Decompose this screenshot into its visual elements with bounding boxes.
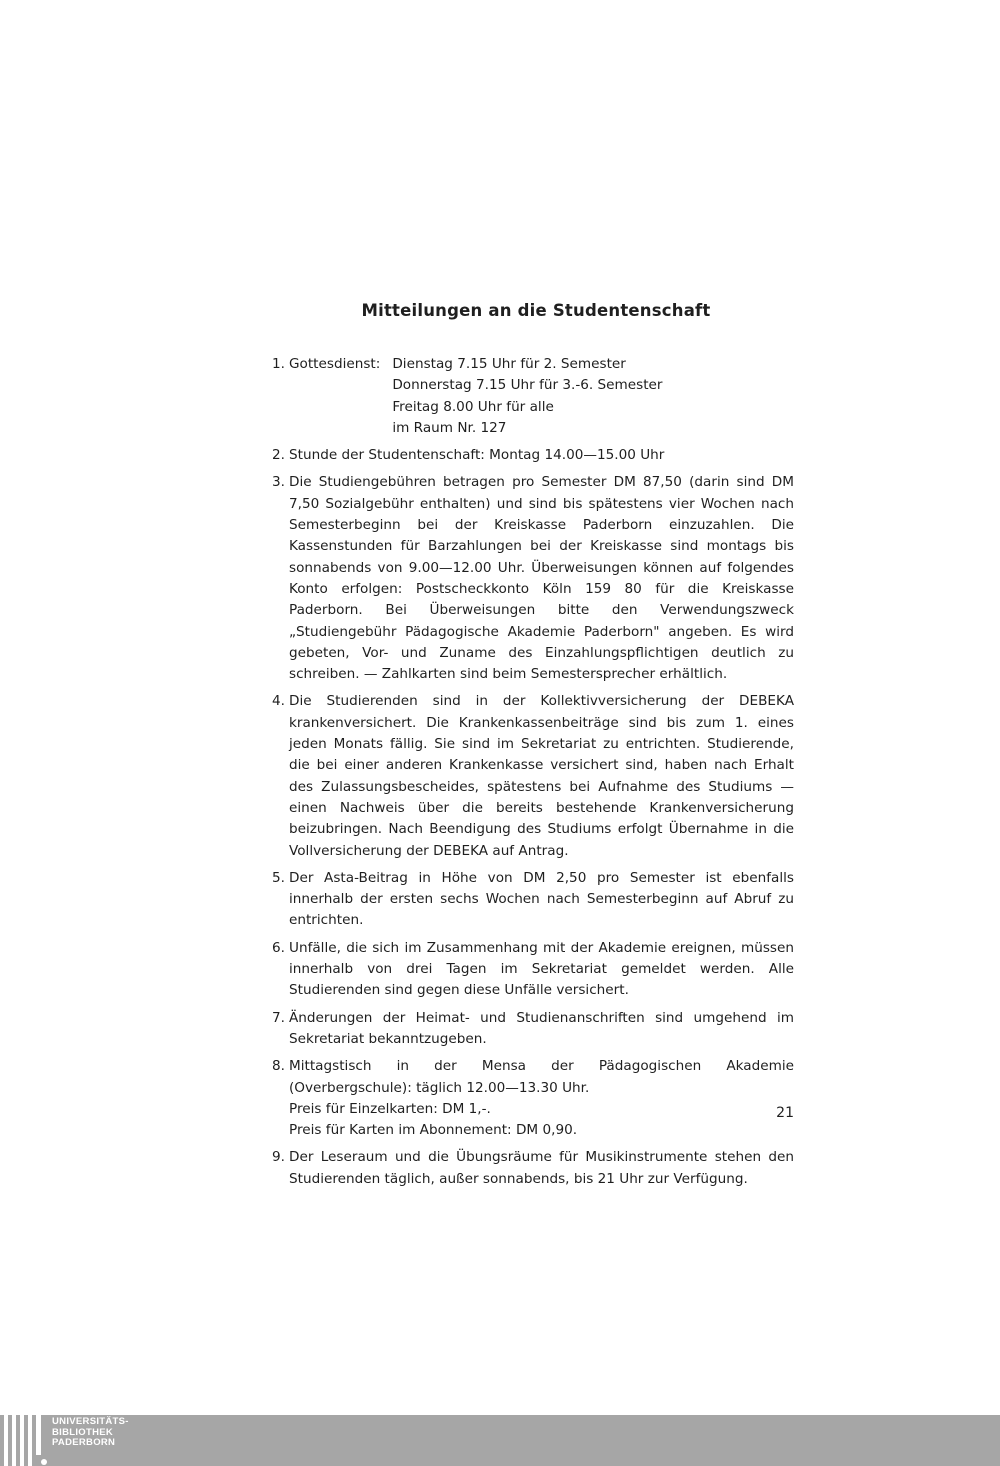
page-number: 21 [776,1105,794,1121]
item-text: Der Leseraum und die Übungsräume für Musikinstrumente stehen den Studierenden täglich, außer sonnabends, bis 21 Uhr zur Verfügung. [289,1149,794,1187]
list-item-2 [272,445,794,466]
list-item-7 [272,1008,794,1051]
item-number: 9. [272,1149,285,1166]
service-schedule [289,354,794,439]
list-item-8 [272,1056,794,1141]
item-number: 5. [272,869,285,886]
list-item-9 [272,1147,794,1190]
item-number: 6. [272,939,285,956]
service-line: Dienstag 7.15 Uhr für 2. Semester [392,356,626,372]
price-single: Preis für Einzelkarten: DM 1,-. [289,1100,491,1117]
item-number: 7. [272,1009,285,1026]
library-barcode-logo-icon [4,1415,46,1466]
library-line: PADERBORN [52,1437,116,1448]
library-name [52,1417,129,1449]
item-number: 8. [272,1058,285,1075]
page-title: Mitteilungen an die Studentenschaft [361,301,711,320]
item-number: 3. [272,474,285,491]
service-line: im Raum Nr. 127 [392,419,507,436]
item-text: Mittagstisch in der Mensa der Pädagogischen Akademie (Overbergschule): täglich 12.00—13.30 Uhr. [289,1058,794,1096]
library-line: UNIVERSITÄTS- [52,1416,129,1427]
list-item-6 [272,938,794,1002]
item-text: Unfälle, die sich im Zusammenhang mit der Akademie ereignen, müssen innerhalb von drei Tagen im Sekretariat gemeldet werden. Alle Studierenden sind gegen diese Unfälle versichert. [289,939,794,999]
list-item-5 [272,868,794,932]
item-number: 1. [272,356,285,372]
item-text: Die Studiengebühren betragen pro Semester DM 87,50 (darin sind DM 7,50 Sozialgebühr enthalten) und sind bis spätestens vier Wochen nach Semesterbeginn bei der Kreiskasse Paderborn einzuzahlen. Die Kassenstunden für Barzahlungen bei der Kreiskasse sind montags bis sonnabends von 9.00—12.00 Uhr. Überweisungen können auf folgendes Konto erfolgen: Postscheckkonto Köln 159 80 für die Kreiskasse Paderborn. Bei Überweisungen bitte den Verwendungszweck „Studiengebühr Pädagogische Akademie Paderborn" angeben. Es wird gebeten, Vor- und Zuname des Einzahlungspflichtigen deutlich zu schreiben. — Zahlkarten sind beim Semestersprecher erhältlich. [289,474,794,683]
item-number: 4. [272,693,285,710]
service-line: Donnerstag 7.15 Uhr für 3.-6. Semester [392,377,663,394]
item-text: Die Studierenden sind in der Kollektivversicherung der DEBEKA krankenversichert. Die Krankenkassenbeiträge sind bis zum 1. eines jeden Monats fällig. Sie sind im Sekretariat zu entrichten. Studierende, die bei einer anderen Krankenkasse versichert sind, haben nach Erhalt des Zulassungsbescheides, spätestens bei Aufnahme des Studiums — einen Nachweis über die bereits bestehende Krankenversicherung beizubringen. Nach Beendigung des Studiums erfolgt Übernahme in die Vollversicherung der DEBEKA auf Antrag. [289,693,794,859]
price-subscription: Preis für Karten im Abonnement: DM 0,90. [289,1122,578,1139]
service-line: Freitag 8.00 Uhr für alle [392,398,554,415]
item-number: 2. [272,447,285,464]
service-label: Gottesdienst: [289,356,381,372]
list-item-1 [272,354,794,439]
library-line: BIBLIOTHEK [52,1426,114,1438]
library-footer [0,1415,1000,1466]
notice-list [272,354,794,1196]
service-times [392,354,662,439]
item-body [289,1056,794,1141]
list-item-4 [272,691,794,861]
item-text: Stunde der Studentenschaft: Montag 14.00—15.00 Uhr [289,447,665,464]
list-item-3 [272,472,794,685]
item-text: Änderungen der Heimat- und Studienanschriften sind umgehend im Sekretariat bekanntzugeben. [289,1009,794,1047]
item-text: Der Asta-Beitrag in Höhe von DM 2,50 pro Semester ist ebenfalls innerhalb der ersten sechs Wochen nach Semesterbeginn auf Abruf zu entrichten. [289,869,794,929]
